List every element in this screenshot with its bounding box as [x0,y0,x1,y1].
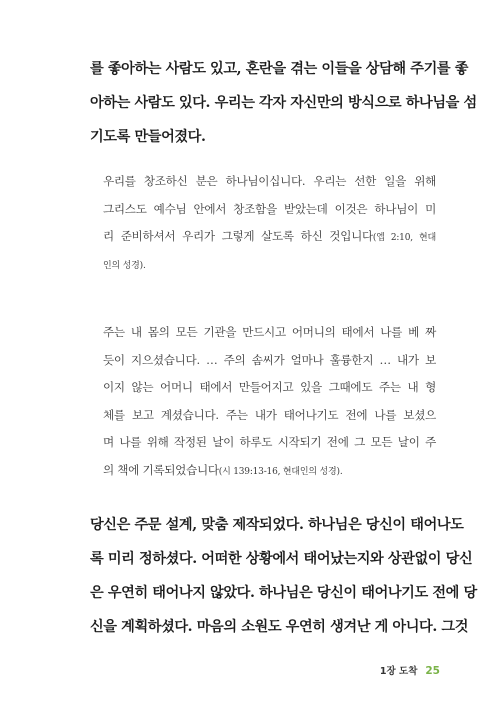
text-line: 아하는 사람도 있다. 우리는 각자 자신만의 방식으로 하나님을 섬 [90,95,477,111]
scripture-quote-psalm [103,319,436,486]
quote-line: 이지 않는 어머니 태에서 만들어지고 있을 그때에도 주는 내 형 [103,380,436,394]
quote-line-text: 의 책에 기록되었습니다 [103,462,219,477]
quote-line: 주는 내 몸의 모든 기관을 만드시고 어머니의 태에서 나를 베 짜 [103,325,436,339]
text-line: 를 좋아하는 사람도 있고, 혼란을 겪는 이들을 상담해 주기를 좋 [90,61,469,77]
quote-line: 우리를 창조하신 분은 하나님이십니다. 우리는 선한 일을 위해 [103,174,436,188]
page-footer [380,663,440,677]
text-line: 은 우연히 태어나지 않았다. 하나님은 당신이 태어나기도 전에 당 [90,585,477,601]
quote-line [103,223,436,253]
text-line: 신을 계획하셨다. 마음의 소원도 우연히 생겨난 게 아니다. 그것 [90,619,469,635]
page-number: 25 [425,665,440,677]
quote-line: 체를 보고 계셨습니다. 주는 내가 태어나기도 전에 나를 보셨으 [103,407,436,422]
quote-line: 며 나를 위해 작정된 날이 하루도 시작되기 전에 그 모든 날이 주 [103,435,436,449]
quote-line: 그리스도 예수님 안에서 창조함을 받았는데 이것은 하나님이 미 [103,201,436,216]
quote-line-text: 리 준비하셔서 우리가 그렇게 살도록 하신 것입니다 [103,229,373,243]
body-paragraph-top [90,52,477,154]
text-line: 기도록 만들어졌다. [90,129,206,145]
quote-line [103,457,436,487]
quote-line: 듯이 지으셨습니다. … 주의 솜씨가 얼마나 훌륭한지 … 내가 보 [103,352,436,367]
text-line: 록 미리 정하셨다. 어떠한 상황에서 태어났는지와 상관없이 당신 [90,551,473,567]
scripture-quote-ephesians [103,168,436,280]
scripture-citation: (엡 2:10, 현대 [372,233,436,243]
text-line: 당신은 주문 설계, 맞춤 제작되었다. 하나님은 당신이 태어나도 [90,517,464,533]
chapter-label: 1장 도착 [379,666,418,677]
body-paragraph-bottom [90,508,477,644]
scripture-citation-continued: 인의 성경). [103,260,146,271]
scripture-citation: (시 139:13-16, 현대인의 성경). [218,466,343,477]
